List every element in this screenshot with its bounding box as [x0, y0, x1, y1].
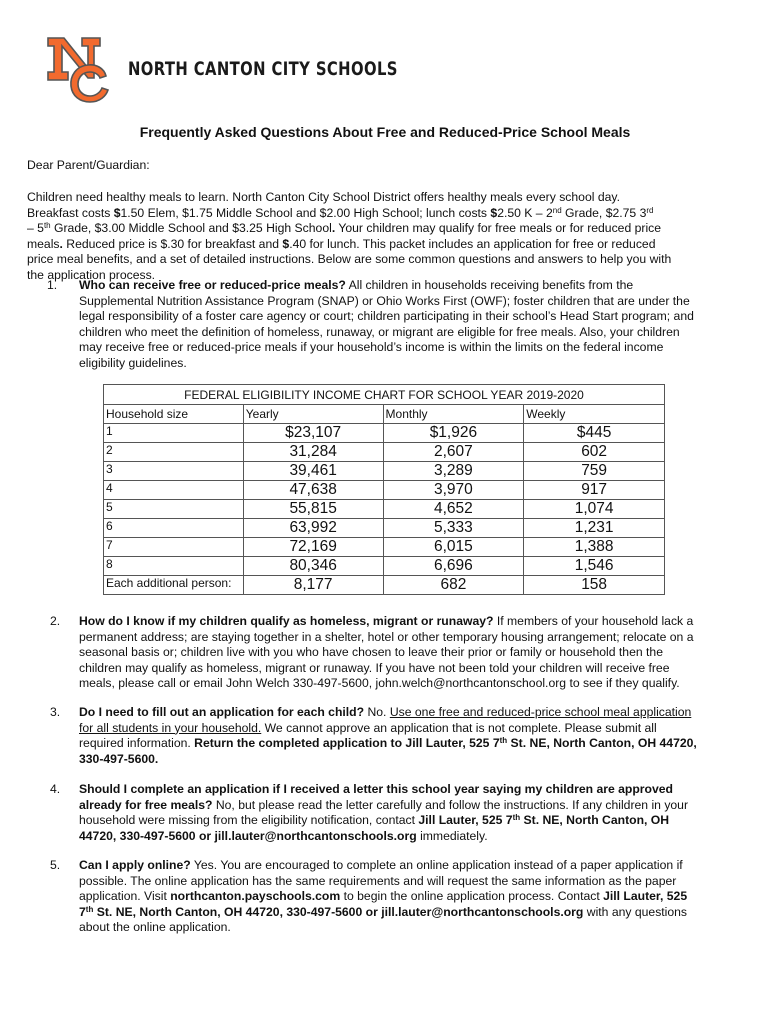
page-title: Frequently Asked Questions About Free and Reduced-Price School Meals — [139, 124, 631, 140]
faq-question: Do I need to fill out an application for each child? — [79, 705, 365, 719]
faq-number: 5. — [50, 858, 61, 872]
table-row: 3 39,461 3,289 759 — [104, 462, 665, 481]
income-eligibility-table — [103, 384, 665, 595]
table-row: 4 47,638 3,970 917 — [104, 481, 665, 500]
intro-paragraph: Children need healthy meals to learn. North Canton City School District offers healthy meals every school day. Breakfast costs $1.50 Elem, $1.75 Middle School and $2.00 High School; lunch costs $2.50 K – 2nd Grade, $2.75 3rd – 5th Grade, $3.00 Middle School and $3.25 High School. Your children may qualify for free meals or for reduced price meals. Reduced price is $.30 for breakfast and $.40 for lunch. This packet includes an application for free or reduced price meal benefits, and a set of detailed instructions. Below are some common questions and answers to help you with the application process. — [27, 190, 672, 282]
nc-logo-icon — [44, 32, 116, 104]
table-row-additional-person: Each additional person: 8,177 682 158 — [104, 576, 665, 595]
faq-item-1: 1. Who can receive free or reduced-price meals? All children in households receiving benefits from the Supplemental Nutrition Assistance Program (SNAP) or Ohio Works First (OWF); foster children that are under the legal responsibility of a foster care agency or court; children participating in their school’s Head Start program; and children who meet the definition of homeless, runaway, or migrant are eligible for free meals. Also, your children may receive free or reduced-price meals if your household’s income is within the limits on the federal income eligibility guidelines. — [47, 278, 694, 370]
faq-number: 2. — [50, 614, 61, 628]
faq-item-3: 3. Do I need to fill out an application for each child? No. Use one free and reduced-price school meal application for all students in your household. We cannot approve an application that is not complete. Please submit all required information. Return the completed application to Jill Lauter, 525 7th St. NE, North Canton, OH 44720, 330-497-5600. — [50, 705, 697, 766]
faq-question: Who can receive free or reduced-price meals? — [79, 278, 346, 292]
table-header-row — [104, 405, 665, 424]
table-row: 2 31,284 2,607 602 — [104, 443, 665, 462]
column-header: Monthly — [383, 405, 524, 424]
table-row: 8 80,346 6,696 1,546 — [104, 557, 665, 576]
district-name: NORTH CANTON CITY SCHOOLS — [128, 58, 398, 80]
faq-question: Can I apply online? — [79, 858, 191, 872]
faq-number: 1. — [47, 278, 58, 292]
table-row: 6 63,992 5,333 1,231 — [104, 519, 665, 538]
column-header: Weekly — [524, 405, 665, 424]
table-row: 1 $23,107 $1,926 $445 — [104, 424, 665, 443]
table-row: 7 72,169 6,015 1,388 — [104, 538, 665, 557]
faq-number: 4. — [50, 782, 61, 796]
table-row: 5 55,815 4,652 1,074 — [104, 500, 665, 519]
letterhead — [44, 32, 474, 104]
faq-question: Should I complete an application if I received a letter this school year saying my children are approved — [79, 782, 673, 796]
faq-question: How do I know if my children qualify as homeless, migrant or runaway? — [79, 614, 494, 628]
column-header: Household size — [104, 405, 244, 424]
online-application-link[interactable]: northcanton.payschools.com — [170, 889, 341, 904]
faq-item-5: 5. Can I apply online? Yes. You are encouraged to complete an online application instead of a paper application if possible. The online application has the same requirements and will request the same information as the paper application. Visit northcanton.payschools.com to begin the online application process. Contact Jill Lauter, 525 7th St. NE, North Canton, OH 44720, 330-497-5600 or jill.lauter@northcantonschools.org with any questions about the online application. — [50, 858, 688, 935]
table-caption: FEDERAL ELIGIBILITY INCOME CHART FOR SCHOOL YEAR 2019-2020 — [104, 385, 665, 405]
faq-number: 3. — [50, 705, 61, 719]
contact-email: 44720, 330-497-5600 or jill.lauter@northcantonschools.org — [79, 828, 417, 843]
faq-item-2: 2. How do I know if my children qualify as homeless, migrant or runaway? If members of your household lack a permanent address; are staying together in a shelter, hotel or other temporary housing arrangement; relocate on a seasonal basis or; children live with you who have chosen to leave their prior or family or household then the children may qualify as homeless, migrant or runaway. If you have not been told your children will receive free meals, please call or email John Welch 330-497-5600, john.welch@northcantonschool.org to see if they qualify. — [50, 614, 694, 691]
faq-item-4: 4. Should I complete an application if I received a letter this school year saying my children are approved already for free meals? No, but please read the letter carefully and follow the instructions. If any children in your household were missing from the eligibility notification, contact Jill Lauter, 525 7th St. NE, North Canton, OH 44720, 330-497-5600 or jill.lauter@northcantonschools.org immediately. — [50, 782, 689, 843]
greeting: Dear Parent/Guardian: — [27, 158, 150, 172]
column-header: Yearly — [243, 405, 383, 424]
